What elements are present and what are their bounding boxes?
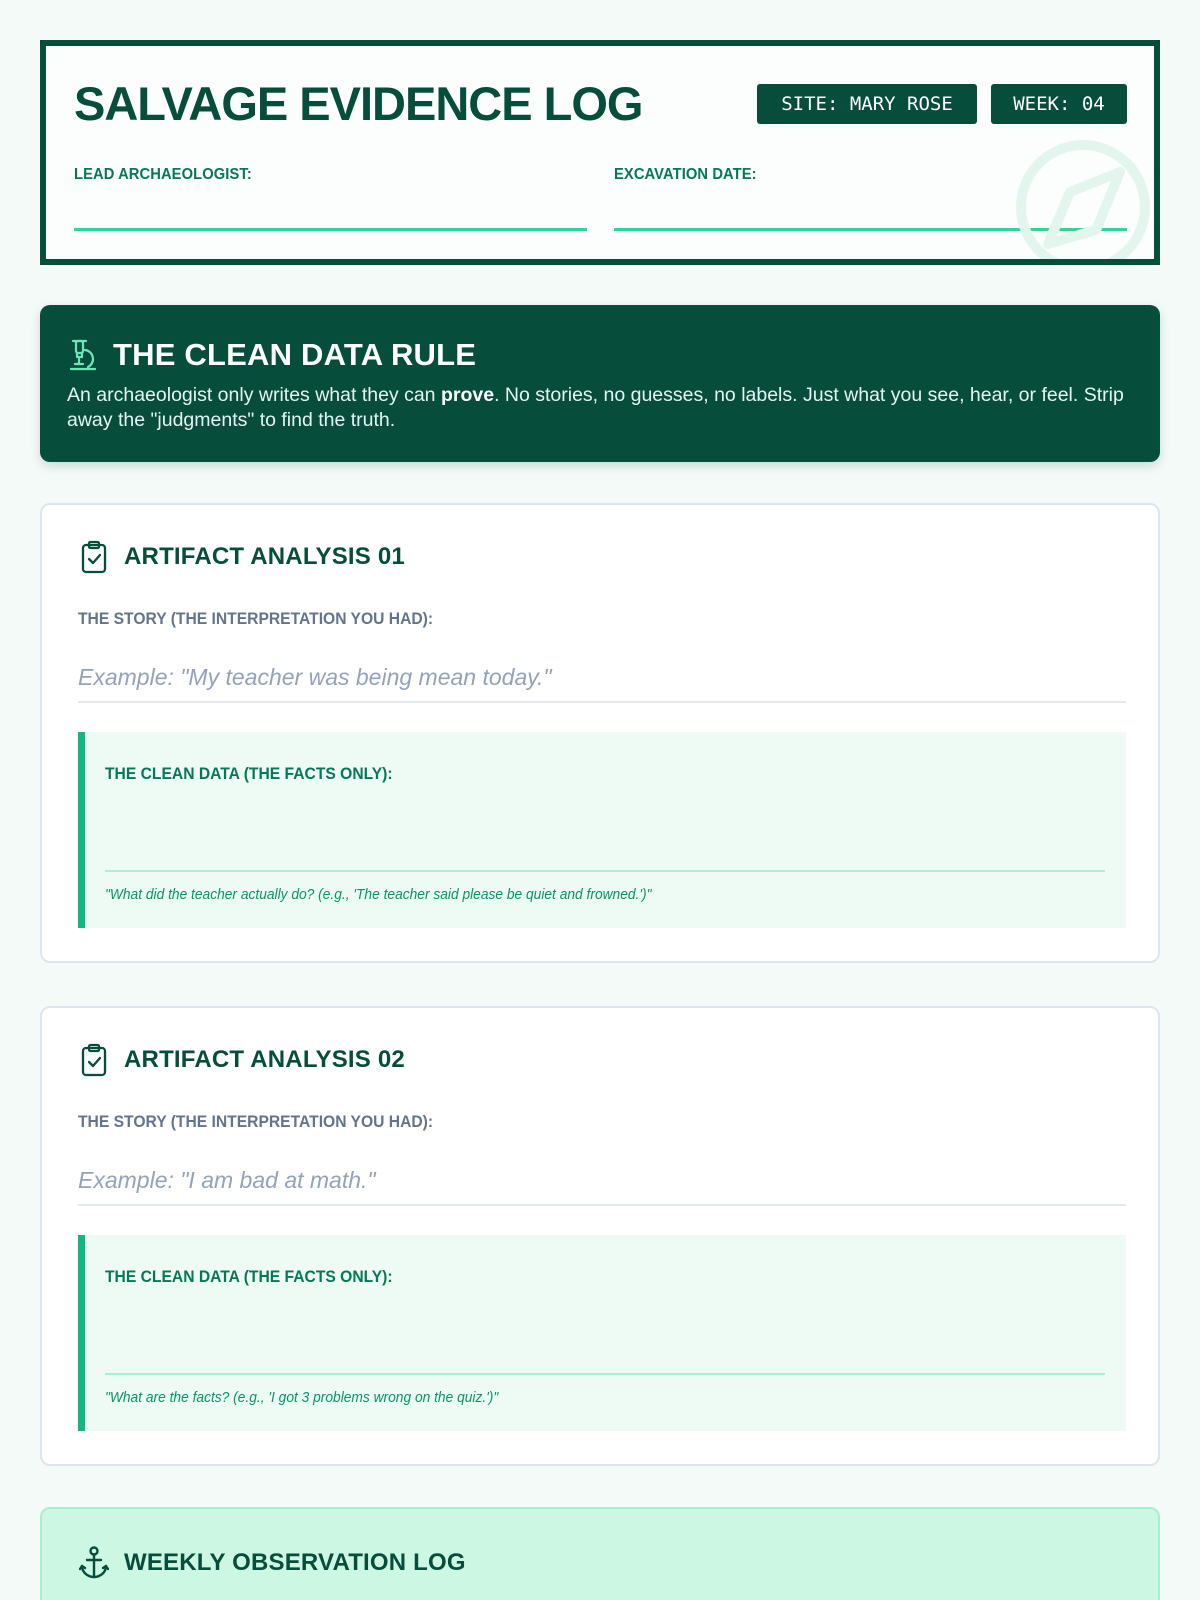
story-input[interactable]: [78, 653, 1126, 703]
clean-data-field[interactable]: [105, 870, 1105, 872]
week-tag: WEEK: 04: [991, 84, 1127, 124]
anchor-icon: [79, 1545, 109, 1579]
artifact-card: [40, 503, 1160, 963]
clipboard-check-icon: [80, 1043, 108, 1077]
artifact-title: ARTIFACT ANALYSIS 02: [124, 1046, 405, 1073]
weekly-observation-log: [40, 1507, 1160, 1600]
clean-data-box: [78, 732, 1126, 928]
clean-data-field[interactable]: [105, 1373, 1105, 1375]
rule-text: An archaeologist only writes what they can prove. No stories, no guesses, no labels. Just what you see, hear, or feel. Strip away the "judgments" to find the truth.: [67, 384, 1124, 431]
site-tag: SITE: MARY ROSE: [757, 84, 977, 124]
compass-icon: [1008, 132, 1158, 265]
artifact-title: ARTIFACT ANALYSIS 01: [124, 543, 405, 570]
clean-data-label: THE CLEAN DATA (THE FACTS ONLY):: [105, 764, 393, 783]
story-label: THE STORY (THE INTERPRETATION YOU HAD):: [78, 609, 434, 628]
weekly-title: WEEKLY OBSERVATION LOG: [124, 1549, 466, 1576]
story-label: THE STORY (THE INTERPRETATION YOU HAD):: [78, 1112, 434, 1131]
excavation-date-label: EXCAVATION DATE:: [614, 166, 757, 183]
lead-archaeologist-label: LEAD ARCHAEOLOGIST:: [74, 166, 252, 183]
story-input[interactable]: [78, 1156, 1126, 1206]
microscope-icon: [67, 338, 99, 372]
clean-data-box: [78, 1235, 1126, 1431]
rule-emphasis: prove: [440, 384, 495, 406]
page-title: SALVAGE EVIDENCE LOG: [74, 77, 643, 130]
clean-data-rule-banner: [40, 305, 1160, 462]
rule-title: THE CLEAN DATA RULE: [113, 337, 477, 372]
artifact-card: [40, 1006, 1160, 1466]
clean-data-label: THE CLEAN DATA (THE FACTS ONLY):: [105, 1267, 393, 1286]
header-card: [40, 40, 1160, 265]
clean-data-hint: "What are the facts? (e.g., 'I got 3 problems wrong on the quiz.')": [105, 1390, 499, 1406]
lead-archaeologist-field[interactable]: [74, 228, 587, 231]
clipboard-check-icon: [80, 540, 108, 574]
clean-data-hint: "What did the teacher actually do? (e.g., 'The teacher said please be quiet and frowned.')": [105, 887, 652, 903]
